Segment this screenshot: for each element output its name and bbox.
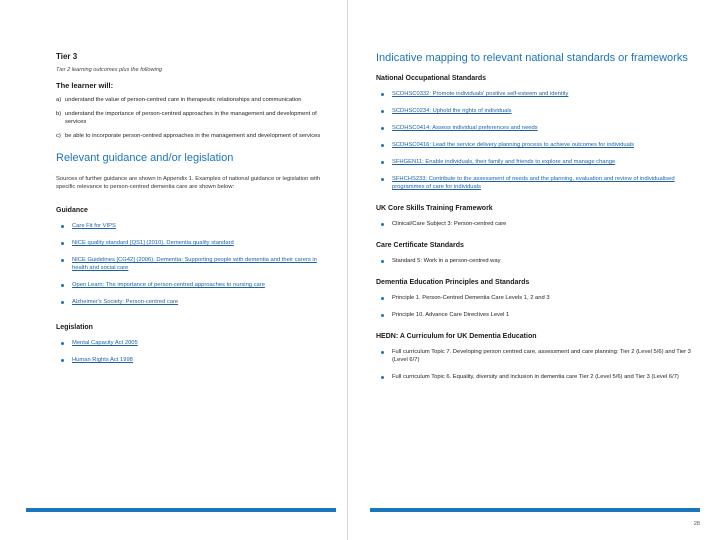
legislation-list [56,339,324,364]
list-item [376,107,696,115]
list-marker: c) [56,133,61,139]
list-item [56,132,324,140]
bullet-icon [61,301,64,304]
page-title: Indicative mapping to relevant national standards or frameworks [376,52,688,64]
guidance-link[interactable]: Alzheimer's Society: Person-centred care [72,299,179,305]
list-item-text: Clinical/Care Subject 3: Person-centred care [392,221,507,227]
cst-list [376,220,696,228]
list-item-text: understand the importance of person-centred approaches in the management and development of services [65,111,317,125]
nos-link[interactable]: SCDHSC0416: Lead the service delivery planning process to achieve outcomes for individuals [392,142,634,148]
list-item-text: Principle 1. Person-Centred Dementia Care Levels 1, 2 and 3 [392,295,550,301]
guidance-link[interactable]: NICE quality standard [QS1] (2010). Dementia quality standard [72,240,234,246]
nos-link[interactable]: SFHGEN11: Enable individuals, their family and friends to explore and manage change [392,159,616,165]
bullet-icon [381,144,384,147]
nos-link[interactable]: SCDHSC0234: Uphold the rights of individuals [392,108,512,114]
cst-heading: UK Core Skills Training Framework [376,205,493,212]
bullet-icon [61,225,64,228]
page-number: 28 [693,521,700,527]
bullet-icon [381,161,384,164]
legislation-link[interactable]: Mental Capacity Act 2005 [72,340,138,346]
dep-list [376,294,696,319]
legislation-link[interactable]: Human Rights Act 1998 [72,357,133,363]
guidance-link[interactable]: Care Fit for VIPS [72,223,116,229]
guidance-label: Guidance [56,207,88,214]
bullet-icon [381,178,384,181]
list-item [376,220,696,228]
nos-link[interactable]: SFHCHS233: Contribute to the assessment of needs and the planning, evaluation and review of individualised programmes of care for individuals [392,176,675,190]
list-item-text: be able to incorporate person-centred approaches in the management and development of services [65,133,321,139]
list-marker: a) [56,97,62,103]
list-marker: b) [56,111,62,117]
bullet-icon [381,260,384,263]
list-item [376,90,696,98]
list-item [56,110,324,126]
list-item-text: Standard 5: Work in a person-centred way [392,258,501,264]
footer-rule [26,508,336,512]
list-item [56,96,324,104]
list-item [376,348,696,364]
list-item-text: Principle 10. Advance Care Directives Level 1 [392,312,510,318]
dep-heading: Dementia Education Principles and Standards [376,279,530,286]
learner-will-heading: The learner will: [56,81,114,90]
list-item [376,158,696,166]
bullet-icon [381,93,384,96]
hedn-list [376,348,696,381]
nos-link[interactable]: SCDHSC0414: Assess individual preferences and needs [392,125,538,131]
nos-list [376,90,696,191]
ccs-list [376,257,696,265]
list-item [376,294,696,302]
right-page [348,0,720,540]
guidance-link[interactable]: NICE Guidelines [CG42] (2006). Dementia: Supporting people with dementia and their carers in health and social care [72,257,317,271]
nos-link[interactable]: SCDHSC0332: Promote individuals' positive self-esteem and identity [392,91,569,97]
list-item-text: understand the value of person-centred care in therapeutic relationships and communication [65,97,302,103]
list-item [376,175,696,191]
left-page-content [56,52,324,382]
tier-subtitle: Tier 2 learning outcomes plus the following [56,67,162,73]
bullet-icon [61,359,64,362]
list-item-text: Full curriculum Topic 7. Developing person centred care, assessment and care planning: Tier 2 (Level 5/6) and Tier 3 (Level 6/7) [392,349,691,363]
list-item [376,257,696,265]
bullet-icon [61,259,64,262]
bullet-icon [381,314,384,317]
list-item [56,356,324,364]
bullet-icon [381,297,384,300]
hedn-heading: HEDN: A Curriculum for UK Dementia Education [376,333,537,340]
list-item [56,339,324,347]
bullet-icon [381,376,384,379]
guidance-section-heading: Relevant guidance and/or legislation [56,152,234,164]
ccs-heading: Care Certificate Standards [376,242,464,249]
list-item [56,222,324,230]
learning-outcomes-list [56,96,324,140]
list-item [56,281,324,289]
list-item [376,311,696,319]
bullet-icon [61,284,64,287]
right-page-content [376,52,696,395]
tier-title: Tier 3 [56,52,78,61]
footer-rule [370,508,700,512]
list-item [56,298,324,306]
list-item-text: Full curriculum Topic 6. Equality, diversity and inclusion in dementia care Tier 2 (Level 5/6) and Tier 3 (Level 6/7) [392,374,679,380]
guidance-list [56,222,324,306]
guidance-link[interactable]: Open Learn: The importance of person-centred approaches to nursing care [72,282,265,288]
list-item [376,373,696,381]
list-item [56,239,324,247]
list-item [56,256,324,272]
bullet-icon [381,110,384,113]
bullet-icon [61,242,64,245]
bullet-icon [381,351,384,354]
guidance-intro: Sources of further guidance are shown in Appendix 1. Examples of national guidance or legislation with specific relevance to person-centred dementia care are shown below: [56,176,321,190]
bullet-icon [381,223,384,226]
bullet-icon [61,342,64,345]
list-item [376,141,696,149]
bullet-icon [381,127,384,130]
list-item [376,124,696,132]
legislation-label: Legislation [56,324,93,331]
nos-heading: National Occupational Standards [376,75,487,82]
left-page [0,0,347,540]
